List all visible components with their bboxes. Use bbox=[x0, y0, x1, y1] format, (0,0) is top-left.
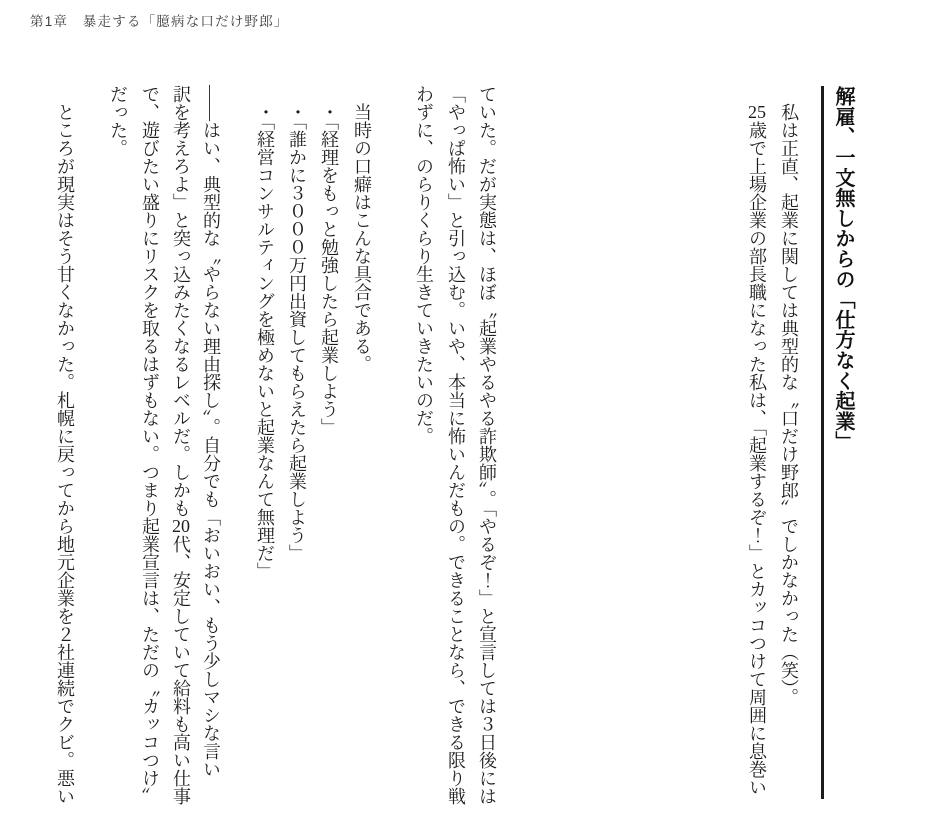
text-run: わずに、のらりくらり生きていきたいのだ。 bbox=[414, 85, 434, 445]
text-run bbox=[747, 85, 767, 103]
text-line bbox=[109, 85, 127, 157]
text-run: 当時の口癖はこんな具合である。 bbox=[352, 85, 372, 373]
text-line bbox=[478, 85, 496, 805]
text-run: 代、安定していて給料も高い仕事 bbox=[171, 535, 191, 805]
text-run: ところが現実はそう甘くなかった。札幌に戻ってから地元企業を２社連続でクビ。悪い bbox=[55, 85, 75, 805]
heading-rule bbox=[821, 86, 824, 799]
text-run: ・「経理をもっと勉強したら起業しよう」 bbox=[319, 85, 339, 436]
text-line bbox=[288, 85, 306, 562]
text-line bbox=[141, 85, 159, 805]
text-line bbox=[353, 85, 371, 373]
tate-chu-yoko-number: 20 bbox=[172, 517, 190, 535]
text-run: 私は正直、起業に関しては典型的な〝口だけ野郎〟でしかなかった（笑）。 bbox=[779, 85, 799, 706]
text-line bbox=[202, 85, 220, 778]
tate-chu-yoko-number: 25 bbox=[748, 103, 766, 121]
text-run: ・「誰かに３０００万円出資してもらえたら起業しよう」 bbox=[287, 85, 307, 562]
text-line bbox=[56, 85, 74, 805]
text-line bbox=[447, 85, 465, 805]
text-run: だった。 bbox=[108, 85, 128, 157]
running-head: 第1章 暴走する「臆病な口だけ野郎」 bbox=[30, 14, 289, 29]
text-run: で、遊びたい盛りにリスクを取るはずもない。つまり起業宣言は、ただの〝カッコつけ〟 bbox=[140, 85, 160, 805]
text-line bbox=[780, 85, 798, 706]
text-run: 歳で上場企業の部長職になった私は、「起業するぞ！」とカッコつけて周囲に息巻い bbox=[747, 121, 767, 796]
text-run: ていた。だが実態は、ほぼ〝起業やるやる詐欺師〟。「やるぞ！」と宣言しては３日後には bbox=[477, 85, 497, 805]
text-line bbox=[256, 85, 274, 580]
text-run: ・「経営コンサルティングを極めないと起業なんて無理だ」 bbox=[255, 85, 275, 580]
text-run: 訳を考えろよ」と突っ込みたくなるレベルだ。しかも bbox=[171, 85, 191, 517]
text-line bbox=[748, 85, 766, 796]
section-heading: 解雇、一文無しからの「仕方なく起業」 bbox=[832, 86, 854, 452]
text-run: 「やっぱ怖い」と引っ込む。いや、本当に怖いんだもの。できることなら、できる限り戦 bbox=[446, 85, 466, 805]
text-line bbox=[172, 85, 190, 805]
text-run: ――はい、典型的な〝やらない理由探し〟。自分でも「おいおい、もう少しマシな言い bbox=[201, 85, 221, 778]
text-line bbox=[415, 85, 433, 445]
text-line bbox=[320, 85, 338, 436]
